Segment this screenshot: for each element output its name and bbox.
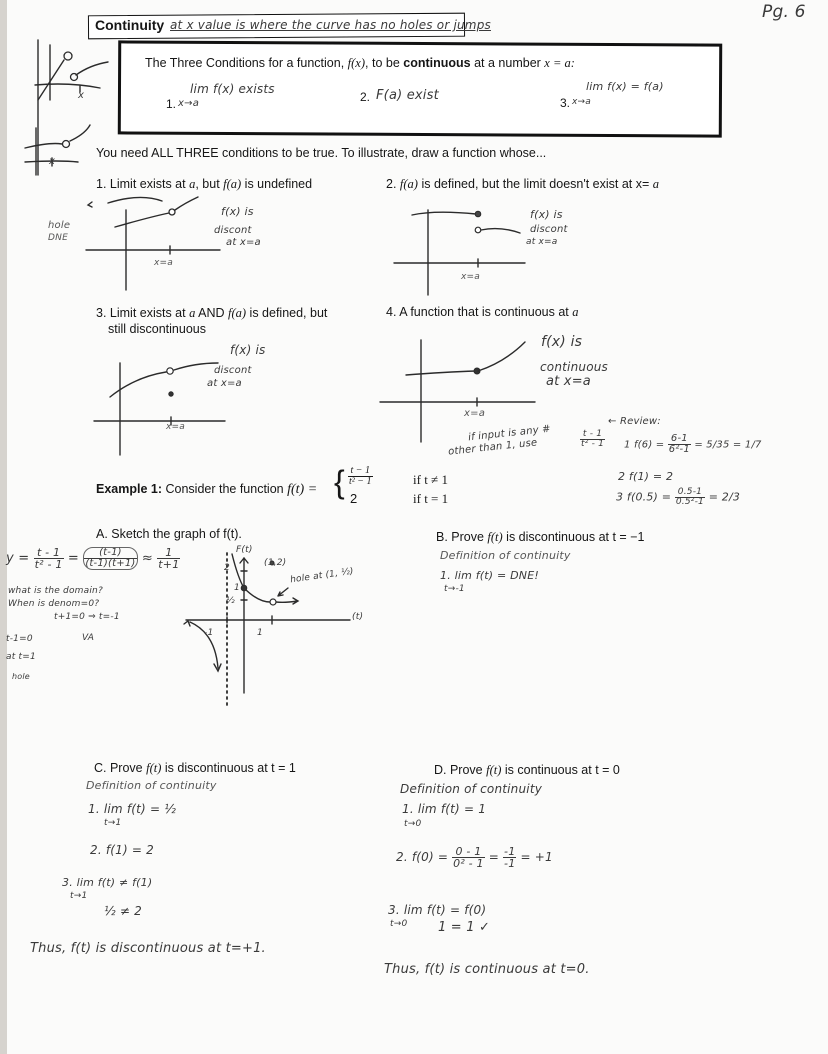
instructions: You need ALL THREE conditions to be true. To illustrate, draw a function whose... xyxy=(96,146,547,160)
part-b-definition: Definition of continuity xyxy=(440,549,571,562)
review-line-3: 3 f(0.5) = $\frac{0.5-1}{\text{0.5²-1}}$ = 2/3 xyxy=(616,487,741,507)
part-c-step-1-subscript: t→1 xyxy=(104,818,122,828)
condition-1-subscript: x→a xyxy=(178,98,200,109)
example-annotation-line-2: other than 1, use xyxy=(447,437,538,458)
case-3-axis-label: x=a xyxy=(166,422,185,432)
part-d-step-3: 3. lim f(t) = f(0) xyxy=(388,903,487,917)
margin-note-dne: DNE xyxy=(48,233,68,243)
graph-tick-1: 1 xyxy=(234,583,240,593)
case-3-heading-line-1: 3. Limit exists at a AND f(a) is defined, but xyxy=(96,306,328,320)
part-c-step-3: 3. lim f(t) ≠ f(1) xyxy=(62,876,153,889)
part-c-step-3-subscript: t→1 xyxy=(70,891,88,901)
review-label: ← Review: xyxy=(608,416,661,427)
case-2-note-3: at x=a xyxy=(526,237,558,247)
va-label: VA xyxy=(82,633,95,643)
condition-3-text: lim f(x) = f(a) xyxy=(586,80,664,93)
graph-tick-2: 2 xyxy=(224,563,230,573)
graph-hole-label: hole at (1, ½) xyxy=(289,566,355,586)
condition-3-number: 3. xyxy=(560,96,571,110)
example-annotation-line-1: if input is any # xyxy=(467,423,552,444)
graph-y-axis-label: F(t) xyxy=(236,545,253,555)
part-d-step-3-subscript: t→0 xyxy=(390,919,408,929)
piecewise-brace: { xyxy=(334,464,345,500)
margin-note-hole: hole xyxy=(48,220,71,231)
condition-2-number: 2. xyxy=(360,90,371,104)
case-3-note-2: discont xyxy=(214,365,252,376)
part-d-heading: D. Prove f(t) is continuous at t = 0 xyxy=(434,763,620,777)
part-d-step-2: 2. f(0) = $\frac{0 - 1}{\text{0² - 1}}$ = $\frac{-1}{-1}$ = +1 xyxy=(396,845,553,870)
part-d-step-1: 1. lim f(t) = 1 xyxy=(402,802,487,816)
case-1-note-1: f(x) is xyxy=(221,205,254,218)
hole-location: at t=1 xyxy=(6,652,36,662)
case-2-axis-label: x=a xyxy=(461,272,480,282)
condition-1-number: 1. xyxy=(166,97,177,111)
part-b-step-1: 1. lim f(t) = DNE! xyxy=(440,569,539,582)
case-1-heading: 1. Limit exists at a, but f(a) is undefined xyxy=(96,177,313,191)
graph-point-label: (1,2) xyxy=(264,558,287,568)
handwritten-definition: at x value is where the curve has no holes or jumps xyxy=(170,18,491,32)
graph-tick-x1: 1 xyxy=(257,628,263,638)
case-3-note-1: f(x) is xyxy=(230,343,266,357)
case-2-note-1: f(x) is xyxy=(530,208,563,221)
condition-1-text: lim f(x) exists xyxy=(190,82,275,96)
va-equation: t+1=0 ⇒ t=-1 xyxy=(54,612,120,622)
piece-1-condition: if t ≠ 1 xyxy=(413,472,448,487)
review-line-2: 2 f(1) = 2 xyxy=(618,470,674,483)
denominator-question: When is denom=0? xyxy=(8,599,100,609)
case-4-note-3: at x=a xyxy=(546,374,591,389)
part-c-conclusion: Thus, f(t) is discontinuous at t=+1. xyxy=(30,941,266,956)
part-d-step-3-result: 1 = 1 ✓ xyxy=(438,920,491,935)
graph-tick-neg1: -1 xyxy=(204,628,214,638)
case-2-note-2: discont xyxy=(530,224,568,235)
part-c-definition: Definition of continuity xyxy=(86,779,217,792)
part-c-step-3-result: ½ ≠ 2 xyxy=(104,904,142,918)
case-3-note-3: at x=a xyxy=(207,378,242,389)
part-c-step-1: 1. lim f(t) = ½ xyxy=(88,802,177,816)
case-4-note-1: f(x) is xyxy=(541,334,583,350)
graph-tick-half: ½ xyxy=(226,596,235,606)
part-c-step-2: 2. f(1) = 2 xyxy=(90,843,155,857)
part-c-heading: C. Prove f(t) is discontinuous at t = 1 xyxy=(94,761,296,775)
case-3-heading-line-2: still discontinuous xyxy=(108,322,206,336)
case-1-note-2: discont xyxy=(214,225,252,236)
case-4-note-2: continuous xyxy=(540,360,608,374)
page-edge xyxy=(0,0,7,1054)
hole-label: hole xyxy=(12,672,30,681)
piece-2-value: 2 xyxy=(350,491,358,506)
part-d-definition: Definition of continuity xyxy=(400,782,543,796)
graph-x-axis-label: (t) xyxy=(352,612,364,622)
case-1-axis-label: x=a xyxy=(154,258,173,268)
part-a-graph xyxy=(160,548,390,718)
example-1-statement: Example 1: Consider the function f(t) = xyxy=(96,482,318,497)
condition-3-subscript: x→a xyxy=(572,97,591,107)
case-2-heading: 2. f(a) is defined, but the limit doesn't exist at x= a xyxy=(386,177,660,191)
example-annotation-fraction: $\frac{t - 1}{\text{t² - 1}}$ xyxy=(581,429,605,449)
piece-2-condition: if t = 1 xyxy=(413,491,449,506)
case-4-heading: 4. A function that is continuous at a xyxy=(386,305,579,319)
hole-equation: t-1=0 xyxy=(6,634,33,644)
page-number: Pg. 6 xyxy=(762,2,806,22)
domain-question: what is the domain? xyxy=(8,586,103,596)
part-a-heading: A. Sketch the graph of f(t). xyxy=(96,527,242,541)
part-b-heading: B. Prove f(t) is discontinuous at t = −1 xyxy=(436,530,645,544)
part-a-work-line-1: y = $\frac{t - 1}{\text{t² - 1}}$ = $\frac{(t-1)}{(t-1)(t+1)}$ ≈ $\frac{1}{t+1}$ xyxy=(6,546,180,571)
margin-x-label-1: x xyxy=(78,90,85,101)
margin-x-label-2: x xyxy=(49,156,56,167)
review-line-1: 1 f(6) = $\frac{6-1}{\text{6²-1}}$ = 5/35 = 1/7 xyxy=(624,433,762,455)
page-title: Continuity xyxy=(95,17,165,33)
part-d-step-1-subscript: t→0 xyxy=(404,819,422,829)
part-d-conclusion: Thus, f(t) is continuous at t=0. xyxy=(384,962,590,977)
conditions-intro: The Three Conditions for a function, f(x), to be continuous at a number x = a: xyxy=(145,56,575,70)
case-4-axis-label: x=a xyxy=(464,408,486,419)
part-b-step-1-subscript: t→-1 xyxy=(444,584,465,594)
condition-2-text: F(a) exist xyxy=(376,88,439,103)
case-2-graph xyxy=(390,200,550,300)
case-1-note-3: at x=a xyxy=(226,237,261,248)
piece-1-fraction: $\frac{t - 1}{\text{t² − 1}}$ xyxy=(349,465,372,487)
